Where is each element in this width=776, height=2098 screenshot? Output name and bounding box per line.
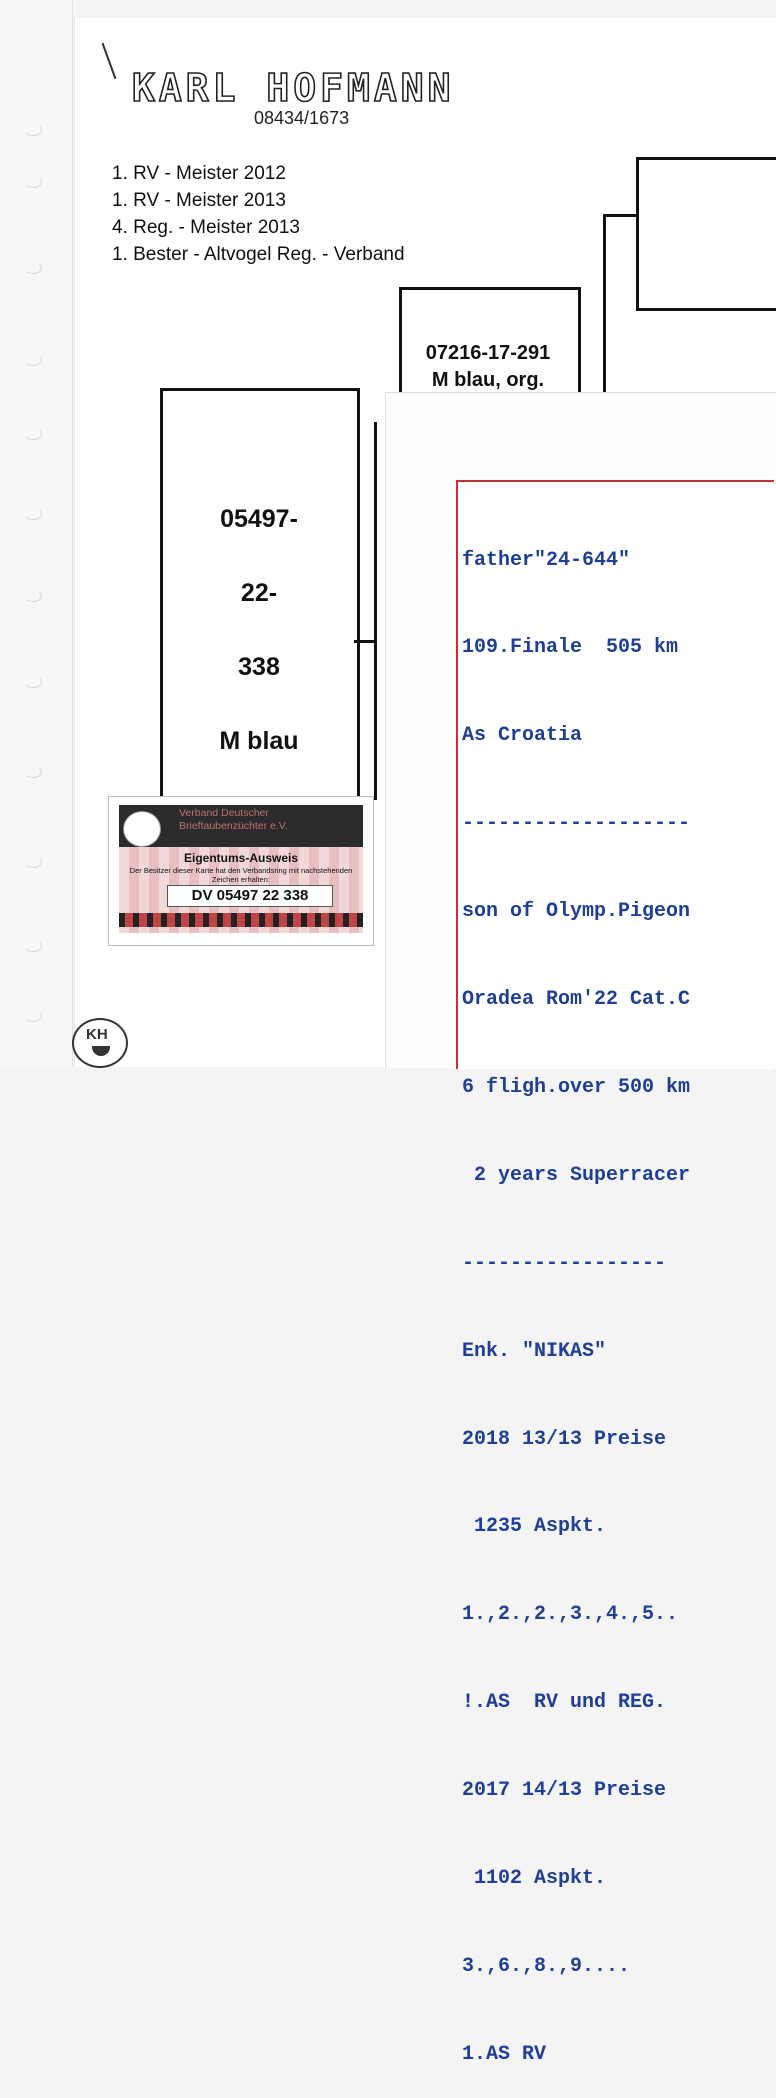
father-ring: 07216-17-291 (425, 342, 551, 364)
punch-hole (24, 262, 42, 274)
plastic-sleeve (0, 0, 73, 1067)
info-line: 1235 Aspkt. (462, 1515, 607, 1539)
achievement-item: 1. RV - Meister 2013 (112, 190, 286, 211)
punch-hole (24, 676, 42, 688)
pigeon-info (166, 505, 352, 801)
card-organization: Verband Deutscher Brieftaubenzüchter e.V. (179, 807, 288, 832)
info-line: !.AS RV und REG. (462, 1691, 667, 1715)
info-line: Oradea Rom'22 Cat.C (462, 988, 691, 1012)
punch-hole (24, 940, 42, 952)
pigeon-ring-line: 05497- (220, 505, 298, 533)
achievements-list (112, 160, 405, 268)
achievement-item: 1. Bester - Altvogel Reg. - Verband (112, 244, 405, 265)
info-line: 2017 14/13 Preise (462, 1779, 667, 1803)
punch-hole (24, 124, 42, 136)
breeder-phone: 08434/1673 (254, 108, 350, 128)
breeder-name: KARL HOFMANN (132, 66, 455, 110)
punch-hole (24, 354, 42, 366)
father-color: M blau, org. (431, 369, 545, 391)
punch-hole (24, 766, 42, 778)
info-line: 3.,6.,8.,9.... (462, 1954, 631, 1978)
info-line: 1102 Aspkt. (462, 1866, 607, 1890)
info-line: 2 years Superracer (462, 1163, 691, 1187)
info-line: Enk. "NIKAS" (462, 1339, 607, 1363)
punch-hole (24, 1010, 42, 1022)
info-line: father"24-644" (462, 548, 631, 572)
punch-hole (24, 856, 42, 868)
pigeon-ring-line: 22- (240, 579, 278, 607)
pedigree-connector (603, 214, 606, 394)
pedigree-connector (374, 422, 377, 800)
info-line: 109.Finale 505 km (462, 636, 679, 660)
punch-hole (24, 590, 42, 602)
ownership-card (108, 796, 374, 946)
punch-hole (24, 508, 42, 520)
performance-text (462, 487, 690, 2098)
dove-logo-icon (123, 811, 161, 847)
pedigree-connector (354, 640, 376, 643)
info-line: As Croatia (462, 724, 583, 748)
dove-icon (92, 1046, 110, 1056)
pigeon-color: M blau (219, 727, 299, 755)
card-strip (119, 913, 363, 927)
father-info (402, 340, 574, 394)
kh-logo-text: KH (86, 1026, 108, 1043)
punch-hole (24, 428, 42, 440)
pigeon-ring-line: 338 (238, 653, 280, 681)
punch-hole (24, 176, 42, 188)
card-ring-number: DV 05497 22 338 (167, 885, 333, 907)
info-line: 2018 13/13 Preise (462, 1427, 667, 1451)
achievement-item: 4. Reg. - Meister 2013 (112, 217, 300, 238)
great-grandparent-box (636, 157, 776, 311)
kh-logo-icon (72, 1018, 128, 1068)
card-text: Der Besitzer dieser Karte hat den Verbandsring mit nachstehenden Zeichen erhalten: (129, 866, 353, 884)
info-line: 1.,2.,2.,3.,4.,5.. (462, 1603, 679, 1627)
pedigree-connector (603, 214, 639, 217)
info-line: ----------------- (462, 1251, 667, 1275)
info-line: 1.AS RV (462, 2042, 547, 2066)
info-line: 6 fligh.over 500 km (462, 1075, 691, 1099)
info-line: ------------------- (462, 812, 691, 836)
achievement-item: 1. RV - Meister 2012 (112, 163, 286, 184)
card-title: Eigentums-Ausweis (183, 851, 299, 865)
info-line: son of Olymp.Pigeon (462, 900, 691, 924)
